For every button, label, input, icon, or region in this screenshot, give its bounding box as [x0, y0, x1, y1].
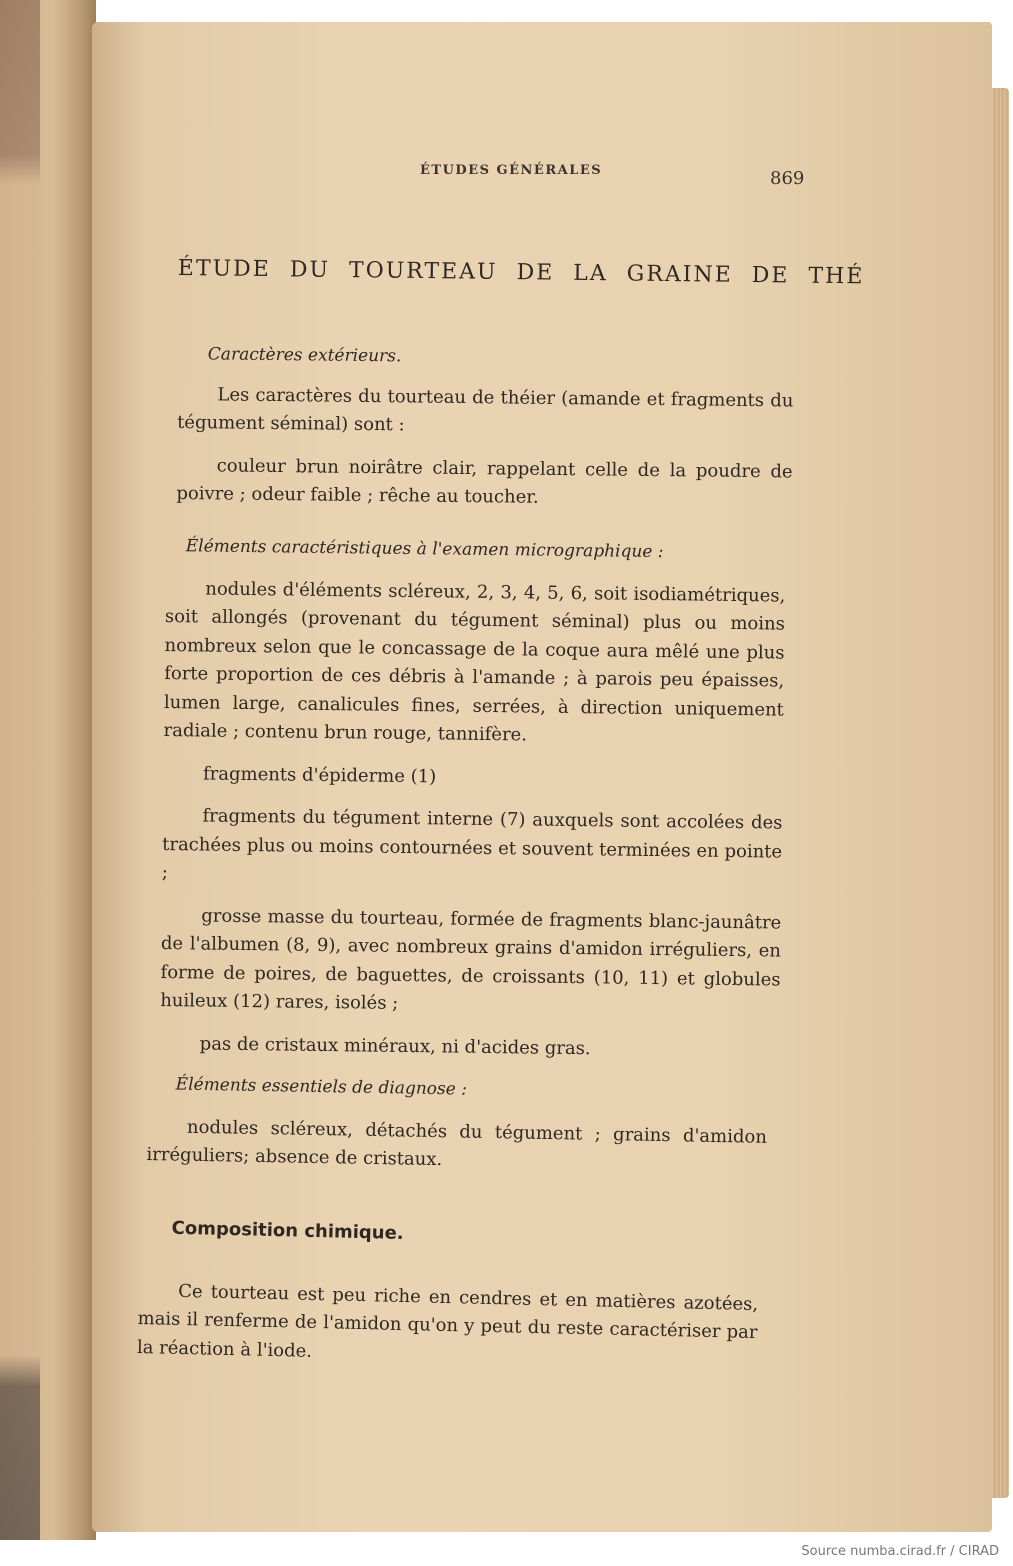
book-spine [0, 0, 40, 1540]
composition-paragraph: Ce tourteau est peu riche en cendres et en matières azotées, mais il renferme de l'amidon qu'on y peut du reste caractériser par la réaction à l'iode. [136, 1280, 759, 1362]
caracteres-heading: Caractères extérieurs. [207, 344, 402, 367]
section-composition [137, 1214, 760, 1376]
composition-heading: Composition chimique. [171, 1217, 404, 1244]
elements-paragraph-5: pas de cristaux minéraux, ni d'acides gras. [199, 1032, 591, 1059]
page-title: ÉTUDE DU TOURTEAU DE LA GRAINE DE THÉ [177, 256, 865, 290]
elements-paragraph-4: grosse masse du tourteau, formée de fragments blanc-jaunâtre de l'albumen (8, 9), avec nombreux grains d'amidon irréguliers, en forme de poires, de baguettes, de croissants (10, 11) et globules huileux (12) rares, isolés ; [160, 904, 782, 1014]
caracteres-description: couleur brun noirâtre clair, rappelant celle de la poudre de poivre ; odeur faible ; rêche au toucher. [176, 454, 793, 508]
section-diagnose [146, 1070, 768, 1180]
caracteres-intro: Les caractères du tourteau de théier (amande et fragments du tégument séminal) sont : [177, 383, 794, 436]
elements-heading: Éléments caractéristiques à l'examen micrographique : [185, 536, 664, 563]
source-credit: Source numba.cirad.fr / CIRAD [801, 1544, 999, 1559]
section-elements [160, 532, 786, 1066]
running-head: ÉTUDES GÉNÉRALES [420, 163, 603, 178]
diagnose-paragraph: nodules scléreux, détachés du tégument ; grains d'amidon irréguliers; absence de cristaux. [146, 1116, 768, 1171]
elements-paragraph-2: fragments d'épiderme (1) [202, 762, 437, 787]
elements-paragraph-1: nodules d'éléments scléreux, 2, 3, 4, 5, 6, soit isodiamétriques, soit allongés (provenant du tégument séminal) plus ou moins nombreux selon que le concassage de la coque aura mêlé une plus forte proportion de ces débris à l'amande ; à parois peu épaisses, lumen large, canalicules fines, serrées, à direction uniquement radiale ; contenu brun rouge, tannifère. [163, 577, 786, 746]
elements-paragraph-3: fragments du tégument interne (7) auxquels sont accolées des trachées plus ou moins contournées et souvent terminées en pointe ; [161, 805, 783, 884]
diagnose-heading: Éléments essentiels de diagnose : [175, 1074, 468, 1100]
page-number: 869 [770, 168, 805, 189]
section-caracteres [176, 340, 794, 515]
